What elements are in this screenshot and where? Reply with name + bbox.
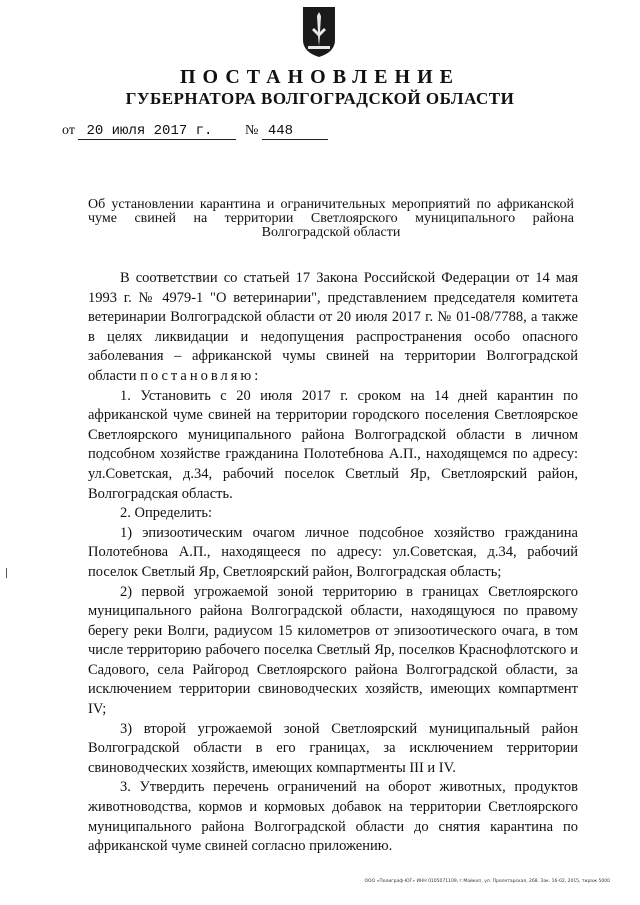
printer-imprint: ООО «Полиграф-ЮГ» ИНН 0105071109, г.Майкоп, ул. Пролетарская, 268. Зак. 16-02, 2015, тираж 5000: [364, 879, 610, 884]
number-prefix: №: [245, 123, 259, 138]
intro-text: В соответствии со статьей 17 Закона Российской Федерации от 14 мая 1993 г. № 4979-1 "О ветеринарии", представлением председателя комитета ветеринарии Волгоградской области от 20 июля 2017 г. № 01-08/7788, а также в целях ликвидации и недопущения распространения особо опасного заболевания – африканской чумы свиней на территории Волгоградской области: [88, 270, 578, 384]
paragraph-2-3: 3) второй угрожаемой зоной Светлоярский муниципальный район Волгоградской области в его границах, за исключением территории свиноводческих хозяйств, имеющих компартменты III и IV.: [88, 720, 578, 776]
intro-paragraph: [88, 269, 578, 387]
document-number: [245, 123, 328, 140]
date-value: 20 июля 2017 г.: [78, 123, 236, 140]
paragraph-2-2: 2) первой угрожаемой зоной территорию в границах Светлоярского муниципального района Волгоградской области, находящуюся по правому берегу реки Волги, радиусом 15 километров от эпизоотического очага, в том числе территорию рабочего поселка Светлый Яр, поселков Краснофлотского и Садового, села Райгород Светлоярского района Волгоградской области, за исключением территории свиноводческих хозяйств, имеющих компартмент IV;: [88, 583, 578, 718]
document-title: ПОСТАНОВЛЕНИЕ: [180, 66, 460, 88]
coat-of-arms-icon: [302, 6, 336, 58]
paragraph-3: 3. Утвердить перечень ограничений на оборот животных, продуктов животноводства, кормов и кормовых добавок на территории Светлоярского муниципального района Волгоградской области до снятия карантина по африканской чуме свиней согласно приложению.: [88, 779, 578, 855]
paragraph-1: 1. Установить с 20 июля 2017 г. сроком на 14 дней карантин по африканской чуме свиней на территории городского поселения Светлоярское Светлоярского муниципального района Волгоградской области в личном подсобном хозяйстве гражданина Полотебнова А.П., находящемся по адресу: ул.Советская, д.34, рабочий поселок Светлый Яр, Светлоярский район, Волгоградская область.: [88, 387, 578, 502]
scan-margin-mark: [6, 568, 7, 578]
document-date: [62, 123, 236, 140]
paragraph-2-1: 1) эпизоотическим очагом личное подсобное хозяйство гражданина Полотебнова А.П., находящееся по адресу: ул.Советская, д.34, рабочий поселок Светлый Яр, Светлоярский район, Волгоградская область;: [88, 524, 578, 580]
paragraph-2: 2. Определить:: [120, 505, 213, 522]
number-value: 448: [262, 123, 328, 140]
document-subtitle: ГУБЕРНАТОРА ВОЛГОГРАДСКОЙ ОБЛАСТИ: [125, 89, 515, 108]
document-subject: Об установлении карантина и ограничительных мероприятий по африканской чуме свиней на территории Светлоярского муниципального района Волгоградской области: [88, 197, 574, 240]
document-body: [88, 269, 578, 857]
date-prefix: от: [62, 123, 75, 138]
decree-word: постановляю:: [140, 367, 262, 384]
